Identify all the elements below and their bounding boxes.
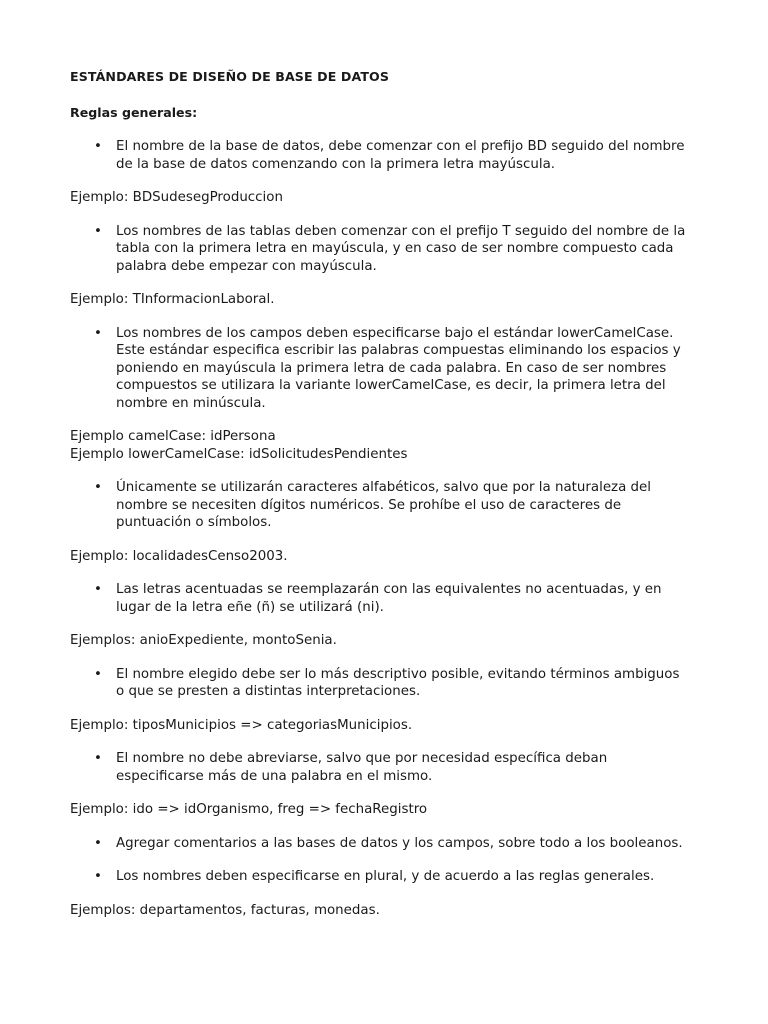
bullet-icon: • [94, 582, 102, 597]
bullet-icon: • [94, 139, 102, 154]
example-line: Ejemplos: departamentos, facturas, monedas. [70, 902, 380, 918]
example-line: Ejemplo: TInformacionLaboral. [70, 292, 275, 307]
document-title: ESTÁNDARES DE DISEÑO DE BASE DE DATOS [70, 69, 389, 84]
rule-item [70, 868, 690, 886]
rule-item [70, 835, 690, 853]
bullet-icon: • [94, 666, 102, 682]
rule-text: Agregar comentarios a las bases de datos y los campos, sobre todo a los booleanos. [116, 835, 683, 851]
rule-item [70, 138, 690, 173]
example-line: Ejemplo: ido => idOrganismo, freg => fechaRegistro [70, 802, 428, 817]
bullet-icon: • [94, 869, 102, 884]
bullet-icon: • [94, 751, 102, 766]
example-line: Ejemplo: BDSudesegProduccion [70, 190, 283, 205]
rule-item [70, 581, 690, 616]
rule-item [70, 666, 690, 701]
rule-item [70, 479, 690, 532]
section-heading: Reglas generales: [70, 105, 198, 120]
rule-text: Los nombres de las tablas deben comenzar con el prefijo T seguido del nombre de la tabla con la primera letra en mayúscula, y en caso de ser nombre compuesto cada palabra debe empezar con mayúscula. [116, 223, 686, 274]
rule-item [70, 750, 690, 785]
rule-item [70, 223, 690, 276]
document-page [70, 68, 700, 935]
rule-text: El nombre no debe abreviarse, salvo que por necesidad específica deban especificarse más de una palabra en el mismo. [116, 751, 608, 784]
example-line: Ejemplo: tiposMunicipios => categoriasMunicipios. [70, 717, 413, 733]
example-line: Ejemplos: anioExpediente, montoSenia. [70, 633, 337, 648]
rule-text: Los nombres deben especificarse en plural, y de acuerdo a las reglas generales. [116, 869, 655, 884]
rule-text: Los nombres de los campos deben especificarse bajo el estándar lowerCamelCase. Este estándar especifica escribir las palabras compuestas eliminando los espacios y poniendo en mayúscula la primera letra de cada palabra. En caso de ser nombres compuestos se utilizara la variante lowerCamelCase, es decir, la primera letra del nombre en minúscula. [116, 325, 681, 411]
rule-text: El nombre elegido debe ser lo más descriptivo posible, evitando términos ambiguos o que se presten a distintas interpretaciones. [116, 666, 680, 699]
bullet-icon: • [94, 223, 102, 239]
rule-text: Las letras acentuadas se reemplazarán con las equivalentes no acentuadas, y en lugar de la letra eñe (ñ) se utilizará (ni). [116, 582, 662, 615]
rule-text: El nombre de la base de datos, debe comenzar con el prefijo BD seguido del nombre de la base de datos comenzando con la primera letra mayúscula. [116, 139, 685, 172]
bullet-icon: • [94, 835, 102, 851]
example-line: Ejemplo camelCase: idPersona [70, 429, 276, 444]
rule-item [70, 325, 690, 413]
example-line: Ejemplo lowerCamelCase: idSolicitudesPendientes [70, 446, 408, 462]
bullet-icon: • [94, 480, 102, 495]
bullet-icon: • [94, 325, 102, 341]
example-line: Ejemplo: localidadesCenso2003. [70, 548, 288, 564]
rule-text: Únicamente se utilizarán caracteres alfabéticos, salvo que por la naturaleza del nombre se necesiten dígitos numéricos. Se prohíbe el uso de caracteres de puntuación o símbolos. [116, 480, 652, 530]
